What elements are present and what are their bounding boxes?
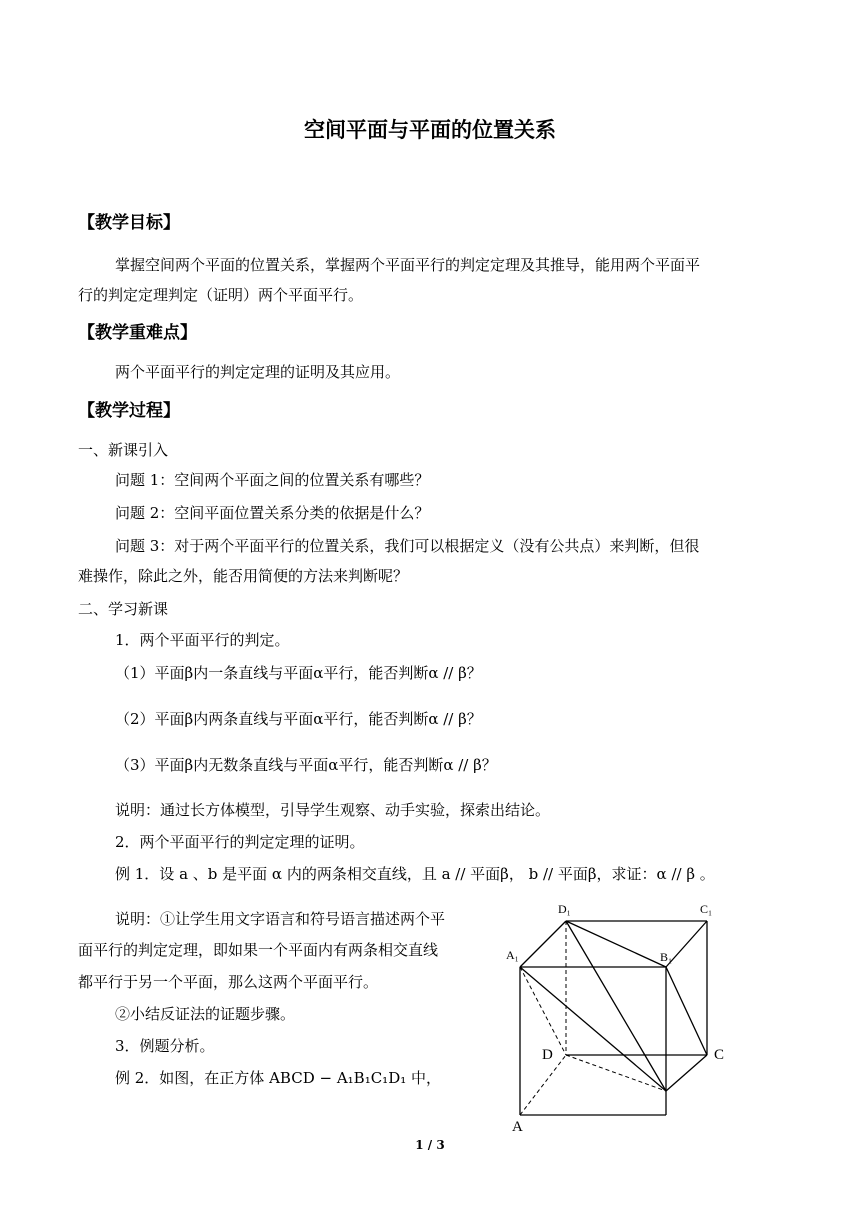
page-number: 1 / 3 <box>415 1138 445 1152</box>
item-2-title: 2．两个平面平行的判定定理的证明。 <box>115 833 365 851</box>
edge-B-C <box>666 1055 707 1091</box>
note-1: 说明：通过长方体模型，引导学生观察、动手实验，探索出结论。 <box>115 801 551 819</box>
label-C1: C₁ <box>700 902 713 916</box>
heading-key-points: 【教学重难点】 <box>78 323 197 343</box>
label-D: D <box>542 1047 553 1063</box>
note-2-line1: 说明：①让学生用文字语言和符号语言描述两个平 <box>115 910 446 928</box>
case-2: （2）平面β内两条直线与平面α平行，能否判断α // β？ <box>115 710 482 728</box>
diagonal-D1-B <box>566 921 666 1091</box>
diagonal-D1-B1 <box>566 921 666 967</box>
page-title: 空间平面与平面的位置关系 <box>304 117 556 142</box>
case-1: （1）平面β内一条直线与平面α平行，能否判断α // β？ <box>115 664 482 682</box>
note-2-line4: ②小结反证法的证题步骤。 <box>115 1005 296 1023</box>
hidden-edge-D-B <box>566 1055 666 1091</box>
item-3-title: 3．例题分析。 <box>115 1037 215 1055</box>
edge-A1-D1 <box>520 921 566 967</box>
case-3: （3）平面β内无数条直线与平面α平行，能否判断α // β？ <box>115 756 497 774</box>
hidden-edge-A-D <box>520 1055 566 1115</box>
key-points-text: 两个平面平行的判定定理的证明及其应用。 <box>115 363 401 381</box>
diagonal-A1-B <box>520 967 666 1091</box>
label-B1: B₁ <box>660 950 673 964</box>
part2-title: 二、学习新课 <box>78 600 169 618</box>
heading-teaching-goals: 【教学目标】 <box>78 213 180 233</box>
question-1: 问题 1：空间两个平面之间的位置关系有哪些？ <box>115 471 430 489</box>
hidden-edge-A1-D <box>520 967 566 1055</box>
label-A: A <box>512 1119 523 1135</box>
label-D1: D₁ <box>558 902 571 916</box>
label-C: C <box>714 1047 725 1063</box>
question-3-line2: 难操作，除此之外，能否用简便的方法来判断呢？ <box>78 567 409 585</box>
item-1-title: 1．两个平面平行的判定。 <box>115 631 290 649</box>
diagonal-B1-C <box>666 967 707 1055</box>
note-2-line2: 面平行的判定定理，即如果一个平面内有两条相交直线 <box>78 941 439 959</box>
goals-text-line2: 行的判定定理判定（证明）两个平面平行。 <box>78 286 364 304</box>
example-1: 例 1．设 a 、b 是平面 α 内的两条相交直线，且 a // 平面β， b // 平面β，求证：α // β 。 <box>115 865 715 883</box>
example-2: 例 2．如图，在正方体 ABCD − A₁B₁C₁D₁ 中， <box>115 1069 442 1087</box>
heading-teaching-process: 【教学过程】 <box>78 401 180 421</box>
note-2-line3: 都平行于另一个平面，那么这两个平面平行。 <box>78 973 379 991</box>
question-3-line1: 问题 3：对于两个平面平行的位置关系，我们可以根据定义（没有公共点）来判断，但很 <box>115 537 700 555</box>
label-A1: A₁ <box>506 948 519 962</box>
part1-title: 一、新课引入 <box>78 441 169 459</box>
goals-text-line1: 掌握空间两个平面的位置关系，掌握两个平面平行的判定定理及其推导，能用两个平面平 <box>115 256 701 274</box>
question-2: 问题 2：空间平面位置关系分类的依据是什么？ <box>115 504 430 522</box>
cube-figure <box>500 895 740 1135</box>
